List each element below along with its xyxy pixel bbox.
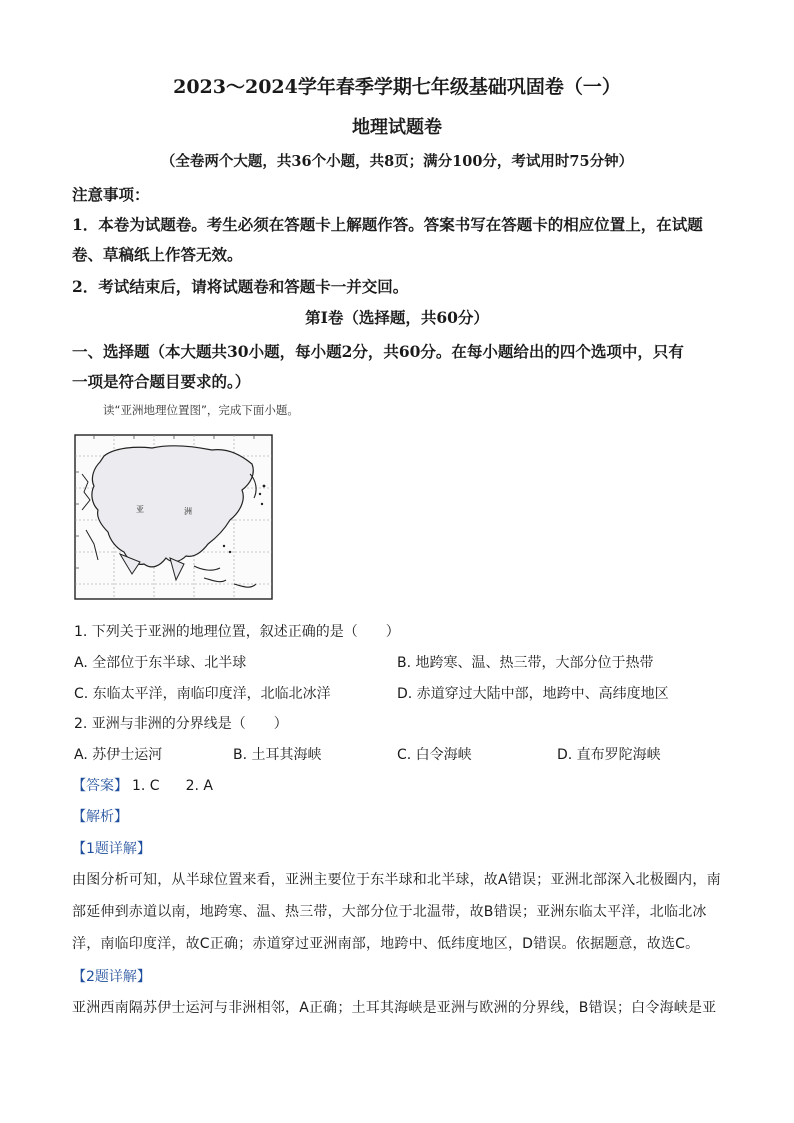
section-heading-line-2: 一项是符合题目要求的。） (72, 372, 251, 391)
exam-subject: 地理试题卷 (352, 117, 442, 138)
question-2-stem: 2. 亚洲与非洲的分界线是（ ） (74, 716, 288, 732)
detail-1-tag: 【1题详解】 (72, 841, 151, 857)
detail-2-line-1: 亚洲西南隔苏伊士运河与非洲相邻，A正确；土耳其海峡是亚洲与欧洲的分界线，B错误；白令海峡是亚 (72, 1000, 717, 1016)
answer-tag: 【答案】 (72, 778, 128, 794)
notice-heading: 注意事项： (72, 185, 150, 204)
question-2-option-a: A. 苏伊士运河 (74, 747, 163, 763)
question-1-option-a: A. 全部位于东半球、北半球 (74, 655, 247, 671)
detail-1-line-3: 洋，南临印度洋，故C正确；赤道穿过亚洲南部，地跨中、低纬度地区，D错误。依据题意，故选C。 (72, 936, 700, 952)
read-prompt: 读“亚洲地理位置图”，完成下面小题。 (103, 403, 299, 417)
question-2-option-d: D. 直布罗陀海峡 (557, 747, 661, 763)
section-heading-line-1: 一、选择题（本大题共30小题，每小题2分，共60分。在每小题给出的四个选项中，只有 (72, 342, 684, 361)
asia-location-map (74, 434, 273, 600)
question-2-option-b: B. 土耳其海峡 (233, 747, 322, 763)
detail-1-line-2: 部延伸到赤道以南，地跨寒、温、热三带，大部分位于北温带，故B错误；亚洲东临太平洋，北临北冰 (72, 904, 707, 920)
map-label-left: 亚 (136, 505, 144, 514)
notice-item-1-line-2: 卷、草稿纸上作答无效。 (72, 245, 243, 264)
exam-title: 2023～2024学年春季学期七年级基础巩固卷（一） (173, 76, 621, 98)
question-1-option-c: C. 东临太平洋，南临印度洋，北临北冰洋 (74, 686, 331, 702)
notice-item-1-line-1: 1．本卷为试题卷。考生必须在答题卡上解题作答。答案书写在答题卡的相应位置上，在试题 (72, 215, 703, 234)
answer-2: 2. A (185, 778, 213, 794)
notice-item-2: 2．考试结束后，请将试题卷和答题卡一并交回。 (72, 277, 409, 296)
answer-line (72, 775, 213, 795)
map-label-right: 洲 (184, 507, 192, 516)
question-1-option-d: D. 赤道穿过大陆中部，地跨中、高纬度地区 (397, 686, 669, 702)
analysis-tag: 【解析】 (72, 809, 128, 825)
part-heading: 第Ⅰ卷（选择题，共60分） (305, 308, 489, 327)
question-1-option-b: B. 地跨寒、温、热三带，大部分位于热带 (397, 655, 654, 671)
question-1-stem: 1. 下列关于亚洲的地理位置，叙述正确的是（ ） (74, 624, 400, 640)
exam-info: （全卷两个大题，共36个小题，共8页；满分100分，考试用时75分钟） (160, 153, 634, 170)
detail-1-line-1: 由图分析可知，从半球位置来看，亚洲主要位于东半球和北半球，故A错误；亚洲北部深入北极圈内，南 (72, 872, 721, 888)
asia-map-graphic (74, 434, 273, 600)
detail-2-tag: 【2题详解】 (72, 969, 151, 985)
answer-1: 1. C (132, 778, 160, 794)
question-2-option-c: C. 白令海峡 (397, 747, 472, 763)
